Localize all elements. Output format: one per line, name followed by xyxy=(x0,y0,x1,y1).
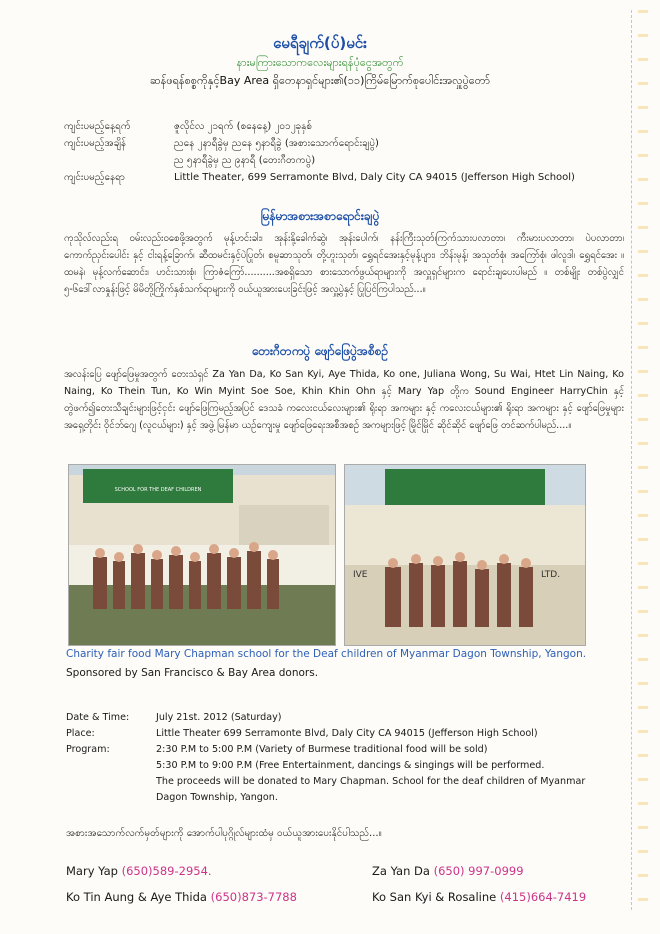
photo-caption: Charity fair food Mary Chapman school for the Deaf children of Myanmar Dagon Township, Yangon. xyxy=(66,648,587,660)
event-label: Program: xyxy=(66,744,110,755)
ticket-note: အစားအသောက်လက်မှတ်များကို အောက်ပါပုဂ္ဂိုလ်များထံမှ ဝယ်ယူအားပေးနိုင်ပါသည်...။ xyxy=(66,828,382,839)
contact-phone[interactable]: (650)589-2954. xyxy=(121,864,212,878)
contact-phone[interactable]: (415)664-7419 xyxy=(499,890,587,904)
contact-name: Ko Tin Aung & Aye Thida xyxy=(66,890,207,904)
sign-left-text: IVE xyxy=(353,570,368,580)
detail-row-place xyxy=(64,171,624,185)
music-section-heading: တေးဂီတကပွဲ ဖျော်ဖြေပွဲအစီစဉ် xyxy=(251,344,389,358)
event-value: The proceeds will be donated to Mary Chapman. School for the deaf children of Myanmar xyxy=(156,776,586,787)
event-details-english xyxy=(66,710,626,806)
event-label: Place: xyxy=(66,728,95,739)
page-title: မေရီချက်(ပ်)မင်း xyxy=(273,34,367,52)
detail-label xyxy=(64,154,174,168)
contact-za-yan-da xyxy=(372,864,524,878)
photo-right xyxy=(344,464,586,646)
detail-value: Little Theater, 699 Serramonte Blvd, Daly City CA 94015 (Jefferson High School) xyxy=(174,172,575,183)
event-row-date xyxy=(66,710,626,726)
event-details-myanmar xyxy=(64,120,624,188)
detail-row-date xyxy=(64,120,624,134)
contact-name: Mary Yap xyxy=(66,864,118,878)
organizer-line: ဆန်ဖရန်စစ္စကိုနှင့်Bay Area ရှိတေနာရှင်များ၏(၁၁)ကြိမ်မြောက်စုပေါင်းအလှူပွဲတော် xyxy=(150,74,490,87)
event-row-program xyxy=(66,742,626,758)
event-row-place xyxy=(66,726,626,742)
event-label: Date & Time: xyxy=(66,712,130,723)
food-section-text: ကုသိုလ်လည်းရ ဝမ်းလည်းဝစေဖို့အတွက် မုန့်ဟင်းခါး၊ အုန်းနို့ခေါက်ဆွဲ၊ အုန်းပေါက်၊ နန်းကြီးသုတ်၊ကြက်သားပလာတာ၊ ကီးမားပလာတာ၊ ပဲပလာတာ၊ ကောက်ညှင်းပေါင်း နှင့် ငါးရန့်ခြောက်၊ ဆီထမင်းနှင့်ပဲပြုတ်၊ စမူဆာသုတ်၊ တို့ဟူးသုတ်၊ ရွှေရင်အေးနှင့်မုန့်ပျား၊ ဘိန်းမုန့်၊ အသုတ်စုံ၊ အကြော်စုံ၊ ဖါလူဒါ၊ ရွှေရင်အေး ။ ထမနဲ၊ မုန့်လက်ဆောင်း၊ ဟင်းသားစုံ၊ ကြာဇံကြော်..........အစရှိသော စားသောက်ဖွယ်ရာများကို အလှူရှင်များက ရောင်းချပေးပါမည် ။ တစ်မျိုး တစ်ပွဲလျှင် ၅-၆ဒေါ်လာနှုန်းဖြင့် မိမိတို့ကြိုက်နှစ်သက်ရာများကို ဝယ်ယူအားပေးခြင်းဖြင့် အလှူ့ပွဲနှင့် ပြုပြင်ကြပါသည်...။ xyxy=(64,233,624,295)
music-section-text: အလန်းပြေ ဖျော်ဖြေမှုအတွက် တေးသံရှင် Za Yan Da, Ko San Kyi, Aye Thida, Ko one, Juliana Wong, Su Wai, Htet Lin Naing, Ko Naing, Ko Thein Tun, Ko Win Myint Soe Soe, Khin Khin Ohn နှင့် Mary Yap တို့က Sound Engineer HarryChin နှင့် တွဲဖက်၍တေးသီချင်းများဖြင့်ငှင်း ဖျော်ဖြေကြမည့်အပြင် ဒေသခံ ကလေးငယ်လေးများ၏ ရိုးရာ အကများ နှင့် ကလေးငယ်များ၏ ရိုးရာ အကများ နှင့် ဖျော်ဖြေမှုများ အရှေ့တိုင်း ဝိုင်ဘ်ဂျေ (လူငယ်များ) နှင့် အဖွဲ့ မြန်မာ ယဉ်ကျေးမှု ဖျော်ဖြေရေးအစီအစဉ် အကများဖြင့် မြိုင်မြိုင် ဆိုင်ဆိုင် ဖျော်ဖြေ တင်ဆက်ပါမည်....။ xyxy=(64,369,624,431)
event-row-program-3 xyxy=(66,774,626,790)
detail-label: ကျင်းပမည့်နေရာ xyxy=(64,172,125,183)
detail-label: ကျင်းပမည့်အချိန် xyxy=(64,138,127,149)
detail-label: ကျင်းပမည့်နေ့ရက် xyxy=(64,121,131,132)
contact-name: Za Yan Da xyxy=(372,864,430,878)
detail-value: ဇူလိုင်လ ၂၁ရက် (စနေနေ့) ၂၀၁၂ခုနှစ် xyxy=(174,121,312,132)
detail-row-time-2 xyxy=(64,154,624,168)
decorative-border xyxy=(631,10,654,910)
photo-left xyxy=(68,464,336,646)
event-row-program-2 xyxy=(66,758,626,774)
contact-mary-yap xyxy=(66,864,212,878)
sign-right-text: LTD. xyxy=(541,570,561,580)
detail-value: ည ၅နာရီခွဲမှ ည ၉နာရီ (တေးဂီတကပွဲ) xyxy=(174,155,316,166)
school-banner-text: SCHOOL FOR THE DEAF CHILDREN xyxy=(114,487,202,493)
event-value: Dagon Township, Yangon. xyxy=(156,792,278,803)
contact-ko-san-kyi xyxy=(372,890,586,904)
food-section-heading: မြန်မာအစားအစာရောင်းချပွဲ xyxy=(260,209,380,223)
event-row-program-4 xyxy=(66,790,626,806)
detail-row-time xyxy=(64,137,624,151)
event-value: Little Theater 699 Serramonte Blvd, Daly City CA 94015 (Jefferson High School) xyxy=(156,728,538,739)
contact-ko-tin-aung xyxy=(66,890,297,904)
contact-phone[interactable]: (650)873-7788 xyxy=(210,890,297,904)
event-value: July 21st. 2012 (Saturday) xyxy=(156,712,282,723)
detail-value: ညနေ ၂နာရီခွဲမှ ညနေ ၅နာရီခွဲ (အစားသောက်ရောင်းချပွဲ) xyxy=(174,138,379,149)
contact-phone[interactable]: (650) 997-0999 xyxy=(433,864,524,878)
page-subtitle: နားမကြားသောကလေးများရန်ပုံငွေအတွက် xyxy=(236,56,404,69)
sponsor-line: Sponsored by San Francisco & Bay Area donors. xyxy=(66,667,319,679)
event-value: 5:30 P.M to 9:00 P.M (Free Entertainment, dancings & singings will be performed. xyxy=(156,760,545,771)
contact-name: Ko San Kyi & Rosaline xyxy=(372,890,497,904)
event-value: 2:30 P.M to 5:00 P.M (Variety of Burmese traditional food will be sold) xyxy=(156,744,488,755)
